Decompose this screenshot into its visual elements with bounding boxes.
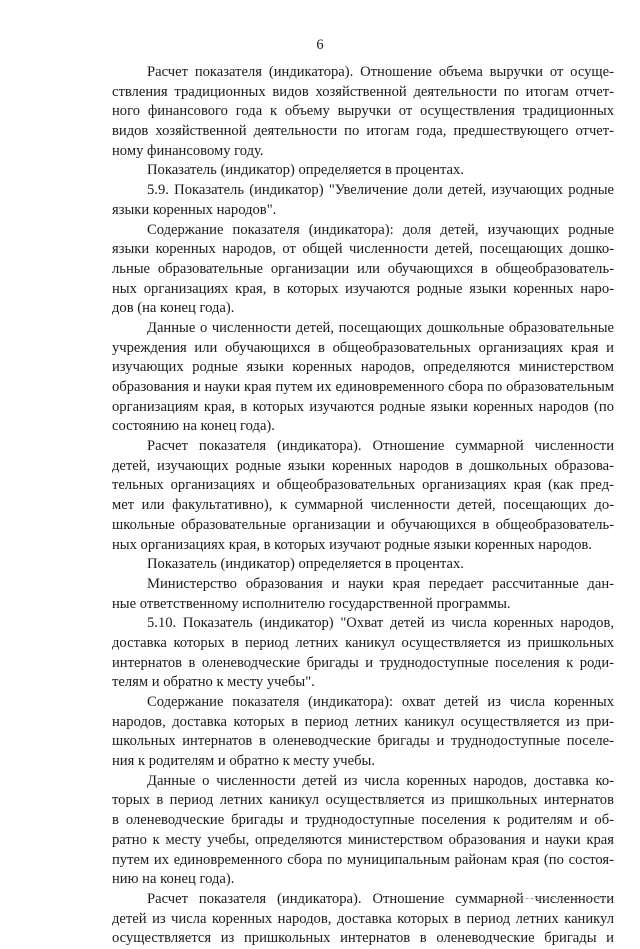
text-line: дов (на конец года). (112, 300, 235, 317)
text-line: видов хозяйственной деятельности по итогам года, предшествующего отчет- (112, 123, 614, 140)
text-line: Расчет показателя (индикатора). Отношение объема выручки от осуще- (147, 64, 614, 80)
text-line: ствления традиционных видов хозяйственной деятельности по итогам отчет- (112, 83, 614, 100)
text-line: Министерство образования и науки края передает рассчитанные дан- (147, 575, 614, 592)
text-line: тельных организациях и общеобразовательных организациях края (как пред- (112, 477, 614, 494)
text-line: народов, доставка которых в период летних каникул осуществляется из при- (112, 713, 614, 730)
text-line: 5.9. Показатель (индикатор) "Увеличение доли детей, изучающих родные (147, 182, 614, 199)
text-line: Расчет показателя (индикатора). Отношение суммарной численности (147, 890, 614, 907)
text-line: Расчет показателя (индикатора). Отношение суммарной численности (147, 438, 614, 455)
text-line: ных организациях края, в которых изучают родные языки коренных народов. (112, 536, 592, 553)
footer-divider (500, 898, 610, 899)
text-line: школьные образовательные организации и обучающихся в общеобразователь- (112, 516, 614, 533)
text-line: школьных интернатов в оленеводческие бригады и труднодоступные поселе- (112, 733, 614, 750)
text-line: путем их единовременного сбора по муниципальным районам края (по состоя- (112, 851, 614, 868)
text-line: Показатель (индикатор) определяется в процентах. (147, 556, 464, 573)
text-line: интернатов в оленеводческие бригады и труднодоступные поселения к роди- (112, 654, 614, 671)
text-line: языки коренных народов". (112, 201, 277, 218)
text-line: ному финансовому году. (112, 142, 264, 159)
text-line: 5.10. Показатель (индикатор) "Охват детей из числа коренных народов, (147, 615, 614, 632)
text-line: доставка которых в период летних каникул осуществляется из пришкольных (112, 634, 614, 651)
text-line: ного финансового года к объему выручки от осуществления традиционных (112, 103, 614, 120)
text-line: организациям края, в которых изучаются родные языки коренных народов (по (112, 398, 614, 415)
text-line: телям и обратно к месту учебы". (112, 674, 315, 691)
text-line: в оленеводческие бригады и труднодоступные поселения к родителям и об- (112, 812, 614, 829)
text-line: льные образовательные организации или обучающихся в общеобразователь- (112, 260, 614, 277)
text-line: состоянию на конец года). (112, 418, 275, 435)
text-line: ратно к месту учебы, определяются министерством образования и науки края (112, 831, 614, 848)
text-line: детей, изучающих родные языки коренных народов в дошкольных образова- (112, 457, 614, 474)
text-line: учреждения или обучающихся в общеобразовательных организациях края и (112, 339, 614, 356)
text-line: языки коренных народов, от общей численности детей, посещающих дошко- (112, 241, 614, 258)
text-line: ния к родителям и обратно к месту учебы. (112, 753, 375, 770)
text-line: Содержание показателя (индикатора): охват детей из числа коренных (147, 694, 614, 710)
text-line: детей из числа коренных народов, доставка которых в период летних каникул (112, 910, 614, 927)
text-line: ных организациях края, в которых изучаются родные языки коренных наро- (112, 280, 614, 297)
text-line: ные ответственному исполнителю государственной программы. (112, 595, 511, 612)
text-line: Содержание показателя (индикатора): доля детей, изучающих родные (147, 221, 614, 238)
text-line: образования и науки края путем их единовременного сбора по образовательным (112, 379, 614, 395)
text-line: Данные о численности детей, посещающих дошкольные образовательные (147, 319, 614, 336)
text-line: Показатель (индикатор) определяется в процентах. (147, 162, 464, 179)
text-line: изучающих родные языки коренных народов, определяются министерством (112, 359, 614, 376)
page-number: 6 (316, 37, 324, 53)
document-body (112, 63, 614, 949)
text-line: торых в период летних каникул осуществляется из пришкольных интернатов (112, 792, 614, 809)
text-line: осуществляется из пришкольных интернатов в оленеводческие бригады и (112, 930, 614, 947)
text-line: нию на конец года). (112, 871, 235, 888)
text-line: Данные о численности детей из числа коренных народов, доставка ко- (147, 772, 614, 789)
text-line: мет или факультативно), к суммарной численности детей, посещающих до- (112, 497, 614, 514)
